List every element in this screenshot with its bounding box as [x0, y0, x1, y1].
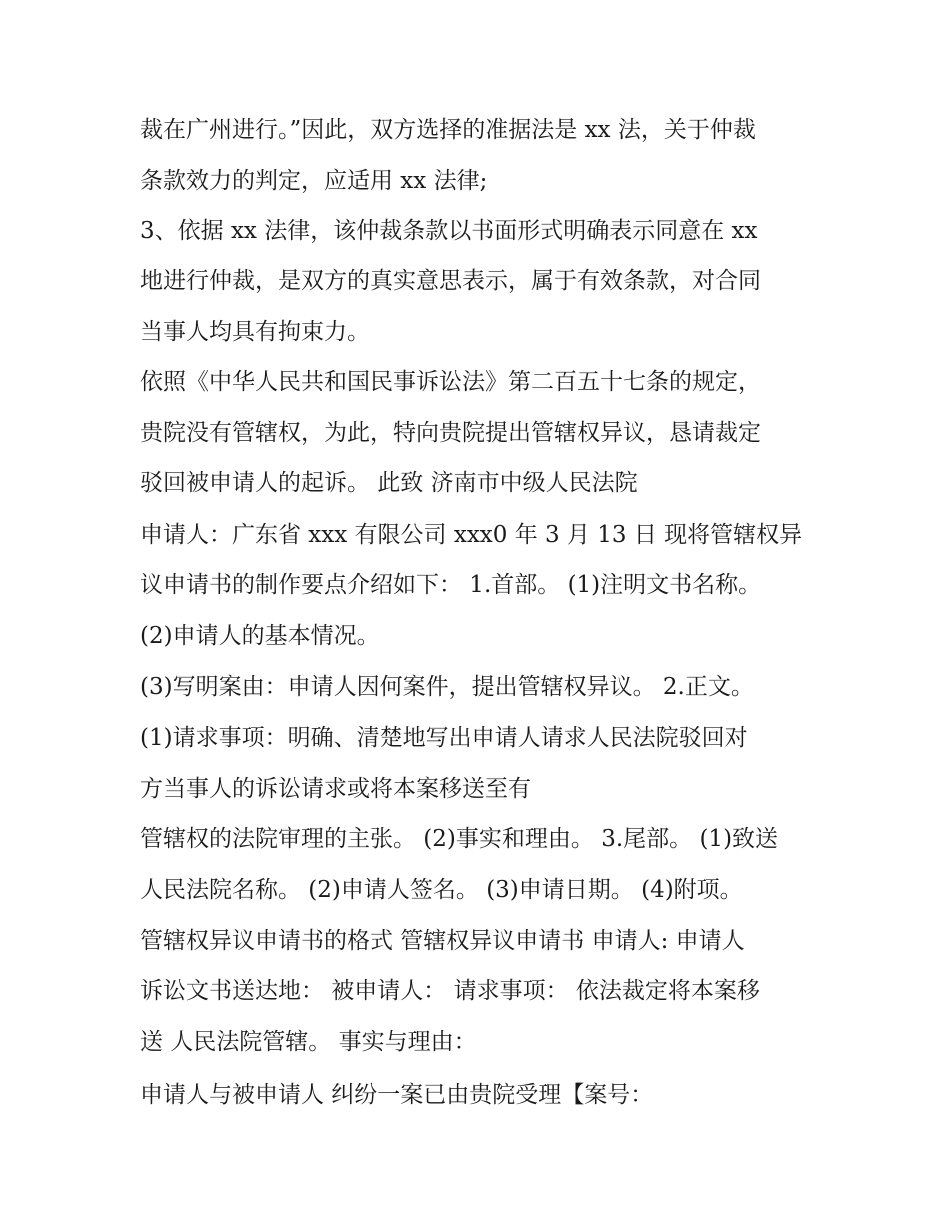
text-line: 条款效力的判定，应适用 xx 法律; [140, 168, 488, 194]
text-line: (2)申请人的基本情况。 [140, 623, 380, 649]
text-line: 裁在广州进行。”因此，双方选择的准据法是 xx 法，关于仲裁 [140, 117, 756, 143]
text-line: 诉讼文书送达地： 被申请人： 请求事项： 依法裁定将本案移 [140, 978, 760, 1004]
text-line: 送 人民法院管辖。 事实与理由： [140, 1029, 477, 1055]
text-line: 3、依据 xx 法律，该仲裁条款以书面形式明确表示同意在 xx [140, 218, 758, 244]
text-line: 依照《中华人民共和国民事诉讼法》第二百五十七条的规定， [140, 369, 761, 395]
text-line: 贵院没有管辖权，为此，特向贵院提出管辖权异议，恳请裁定 [140, 420, 761, 446]
text-line: 管辖权的法院审理的主张。 (2)事实和理由。 3.尾部。 (1)致送 [140, 826, 779, 852]
text-line: (3)写明案由：申请人因何案件，提出管辖权异议。 2.正文。 [140, 674, 754, 700]
text-line: 方当事人的诉讼请求或将本案移送至有 [140, 776, 531, 802]
text-line: 当事人均具有拘束力。 [140, 319, 370, 345]
text-line: 议申请书的制作要点介绍如下： 1.首部。 (1)注明文书名称。 [140, 572, 762, 598]
text-line: 驳回被申请人的起诉。 此致 济南市中级人民法院 [140, 470, 638, 496]
text-line: 地进行仲裁，是双方的真实意思表示，属于有效条款，对合同 [140, 268, 761, 294]
text-line: 申请人与被申请人 纠纷一案已由贵院受理【案号： [140, 1082, 654, 1108]
text-line: 人民法院名称。 (2)申请人签名。 (3)申请日期。 (4)附项。 [140, 877, 743, 903]
text-line: (1)请求事项：明确、清楚地写出申请人请求人民法院驳回对 [140, 725, 748, 751]
text-line: 申请人：广东省 xxx 有限公司 xxx0 年 3 月 13 日 现将管辖权异 [140, 522, 803, 548]
text-line: 管辖权异议申请书的格式 管辖权异议申请书 申请人: 申请人 [140, 928, 745, 954]
